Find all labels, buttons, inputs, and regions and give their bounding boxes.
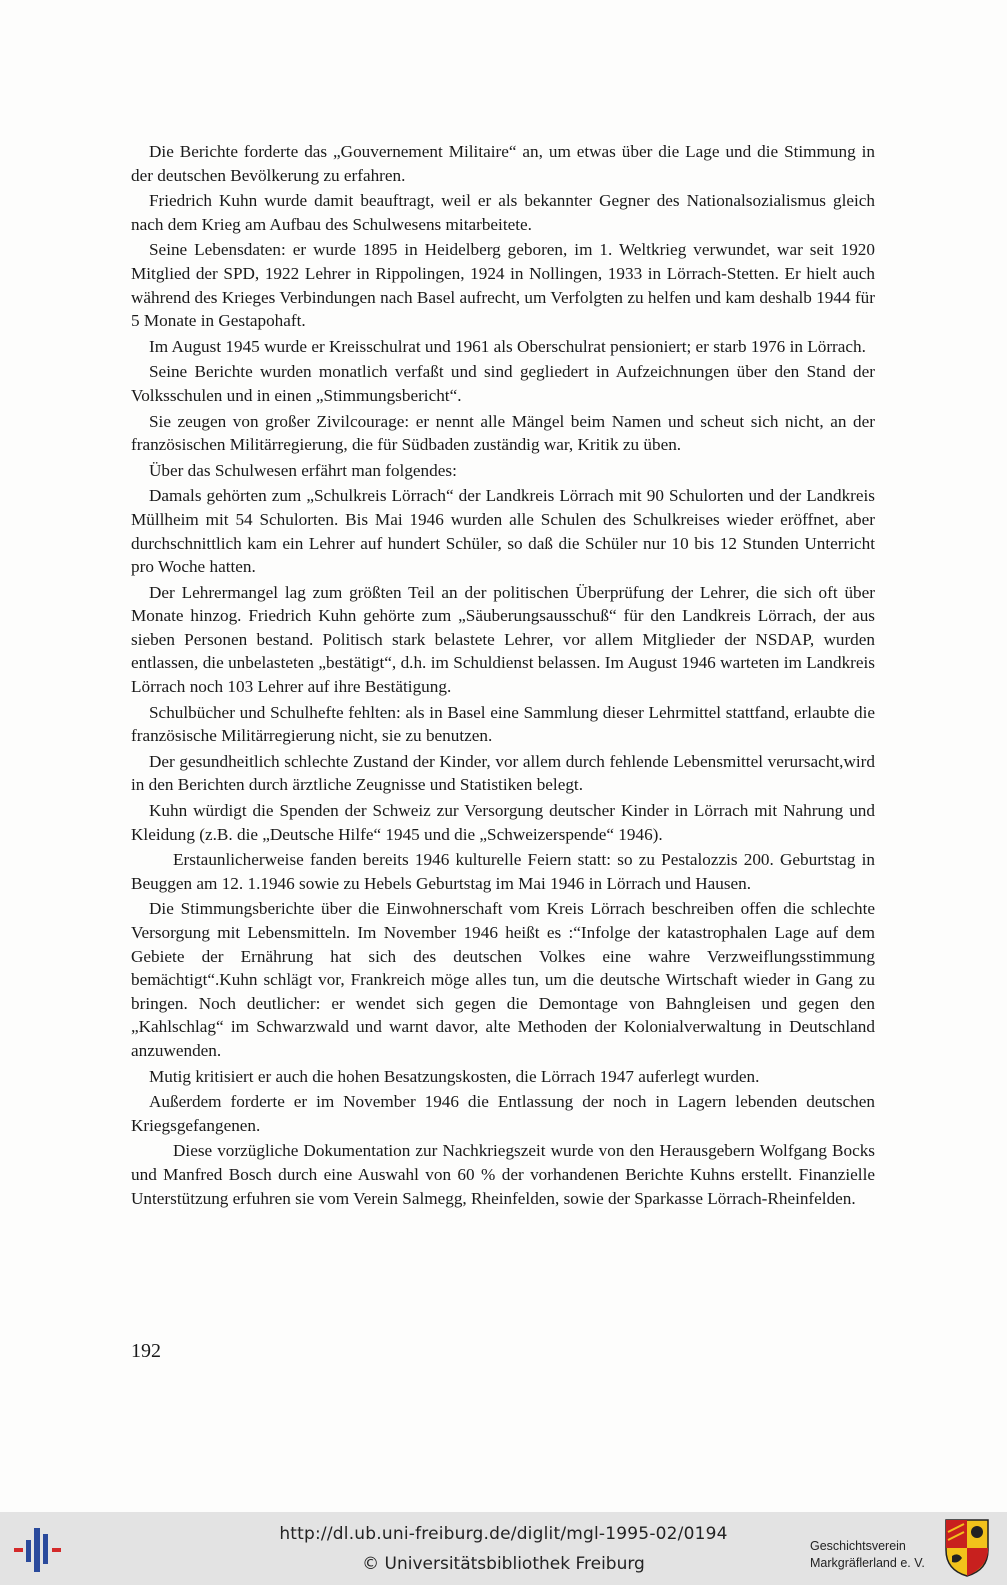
paragraph: Außerdem forderte er im November 1946 die Entlassung der noch in Lagern lebenden deutschen Kriegsgefangenen. xyxy=(131,1092,875,1135)
paragraph: Friedrich Kuhn wurde damit beauftragt, weil er als bekannter Gegner des Nationalsozialismus gleich nach dem Krieg am Aufbau des Schulwesens mitarbeitete. xyxy=(131,191,875,234)
paragraph: Im August 1945 wurde er Kreisschulrat und 1961 als Oberschulrat pensioniert; er starb 1976 in Lörrach. xyxy=(149,336,866,356)
paragraph: Die Berichte forderte das „Gouvernement Militaire“ an, um etwas über die Lage und die Stimmung in der deutschen Bevölkerung zu erfahren. xyxy=(131,142,875,185)
paragraph: Erstaunlicherweise fanden bereits 1946 kulturelle Feiern statt: so zu Pestalozzis 200. Geburtstag in Beuggen am 12. 1.1946 sowie zu Hebels Geburtstag im Mai 1946 in Lörrach und Hausen. xyxy=(131,850,875,893)
paragraph: Diese vorzügliche Dokumentation zur Nachkriegszeit wurde von den Herausgebern Wolfgang Bocks und Manfred Bosch durch eine Auswahl von 60 % der vorhandenen Berichte Kuhns erstellt. Finanzielle Unterstützung erfuhren sie vom Verein Salmegg, Rheinfelden, sowie der Sparkasse Lörrach-Rheinfelden. xyxy=(131,1141,875,1208)
paragraph: Der gesundheitlich schlechte Zustand der Kinder, vor allem durch fehlende Lebensmittel verursacht,wird in den Berichten durch ärztliche Zeugnisse und Statistiken belegt. xyxy=(131,751,875,795)
paragraph: Die Stimmungsberichte über die Einwohnerschaft vom Kreis Lörrach beschreiben offen die schlechte Versorgung mit Lebensmitteln. Im November 1946 heißt es :“Infolge der katastrophalen Lage auf dem Gebiete der Ernährung hat sich des deutschen Volkes eine wahre Verzweiflungsstimmung bemächtigt“.Kuhn schlägt vor, Frankreich möge alles tun, um die deutsche Wirtschaft wieder in Gang zu bringen. Noch deutlicher: er wendet sich gegen die Demontage von Bahngleisen und gegen den „Kahlschlag“ im Schwarzwald und warnt davor, alte Methoden der Kolonialverwaltung in Deutschland anzuwenden. xyxy=(131,899,875,1060)
paragraph: Kuhn würdigt die Spenden der Schweiz zur Versorgung deutscher Kinder in Lörrach mit Nahrung und Kleidung (z.B. die „Deutsche Hilfe“ 1945 und die „Schweizerspende“ 1946). xyxy=(131,801,875,844)
paragraph: Seine Berichte wurden monatlich verfaßt und sind gegliedert in Aufzeichnungen über den Stand der Volksschulen und in einen „Stimmungsbericht“. xyxy=(131,362,875,405)
viewer-footer xyxy=(0,1512,1007,1585)
paragraph: Sie zeugen von großer Zivilcourage: er nennt alle Mängel beim Namen und scheut sich nicht, an der französischen Militärregierung, die für Südbaden zuständig war, Kritik zu üben. xyxy=(131,411,875,455)
paragraph: Über das Schulwesen erfährt man folgendes: xyxy=(149,460,457,480)
body-text xyxy=(131,140,875,1212)
society-name xyxy=(810,1538,925,1572)
paragraph: Schulbücher und Schulhefte fehlten: als in Basel eine Sammlung dieser Lehrmittel stattfand, erlaubte die französische Militärregierung nicht, sie zu benutzen. xyxy=(131,702,875,746)
paragraph: Der Lehrermangel lag zum größten Teil an der politischen Überprüfung der Lehrer, die sich oft über Monate hinzog. Friedrich Kuhn gehörte zum „Säuberungsausschuß“ für den Landkreis Lörrach, der aus sieben Personen bestand. Politisch stark belastete Lehrer, vor allem Mitglieder der NSDAP, wurden entlassen, die unbelasteten „bestätigt“, d.h. im Schuldienst belassen. Im August 1946 warteten im Landkreis Lörrach noch 103 Lehrer auf ihre Bestätigung. xyxy=(131,582,875,697)
society-name-line: Geschichtsverein xyxy=(810,1539,906,1553)
society-name-line: Markgräflerland e. V. xyxy=(810,1556,925,1570)
paragraph: Seine Lebensdaten: er wurde 1895 in Heidelberg geboren, im 1. Weltkrieg verwundet, war seit 1920 Mitglied der SPD, 1922 Lehrer in Rippolingen, 1924 in Nollingen, 1933 in Lörrach-Stetten. Er hielt auch während des Krieges Verbindungen nach Basel aufrecht, um Verfolgten zu helfen und kam deshalb 1944 für 5 Monate in Gestapohaft. xyxy=(131,240,875,331)
document-url-link[interactable]: http://dl.ub.uni-freiburg.de/diglit/mgl-1995-02/0194 xyxy=(279,1524,728,1544)
page-number: 192 xyxy=(131,1340,161,1362)
coat-of-arms-icon xyxy=(944,1518,990,1578)
paragraph: Mutig kritisiert er auch die hohen Besatzungskosten, die Lörrach 1947 auferlegt wurden. xyxy=(149,1066,760,1086)
copyright-text: © Universitätsbibliothek Freiburg xyxy=(362,1554,645,1574)
paragraph: Damals gehörten zum „Schulkreis Lörrach“ der Landkreis Lörrach mit 90 Schulorten und der Landkreis Müllheim mit 54 Schulorten. Bis Mai 1946 wurden alle Schulen des Schulkreises wieder eröffnet, aber durchschnittlich kam ein Lehrer auf hundert Schüler, so daß die Schüler nur 10 bis 12 Stunden Unterricht pro Woche hatten. xyxy=(131,486,875,577)
